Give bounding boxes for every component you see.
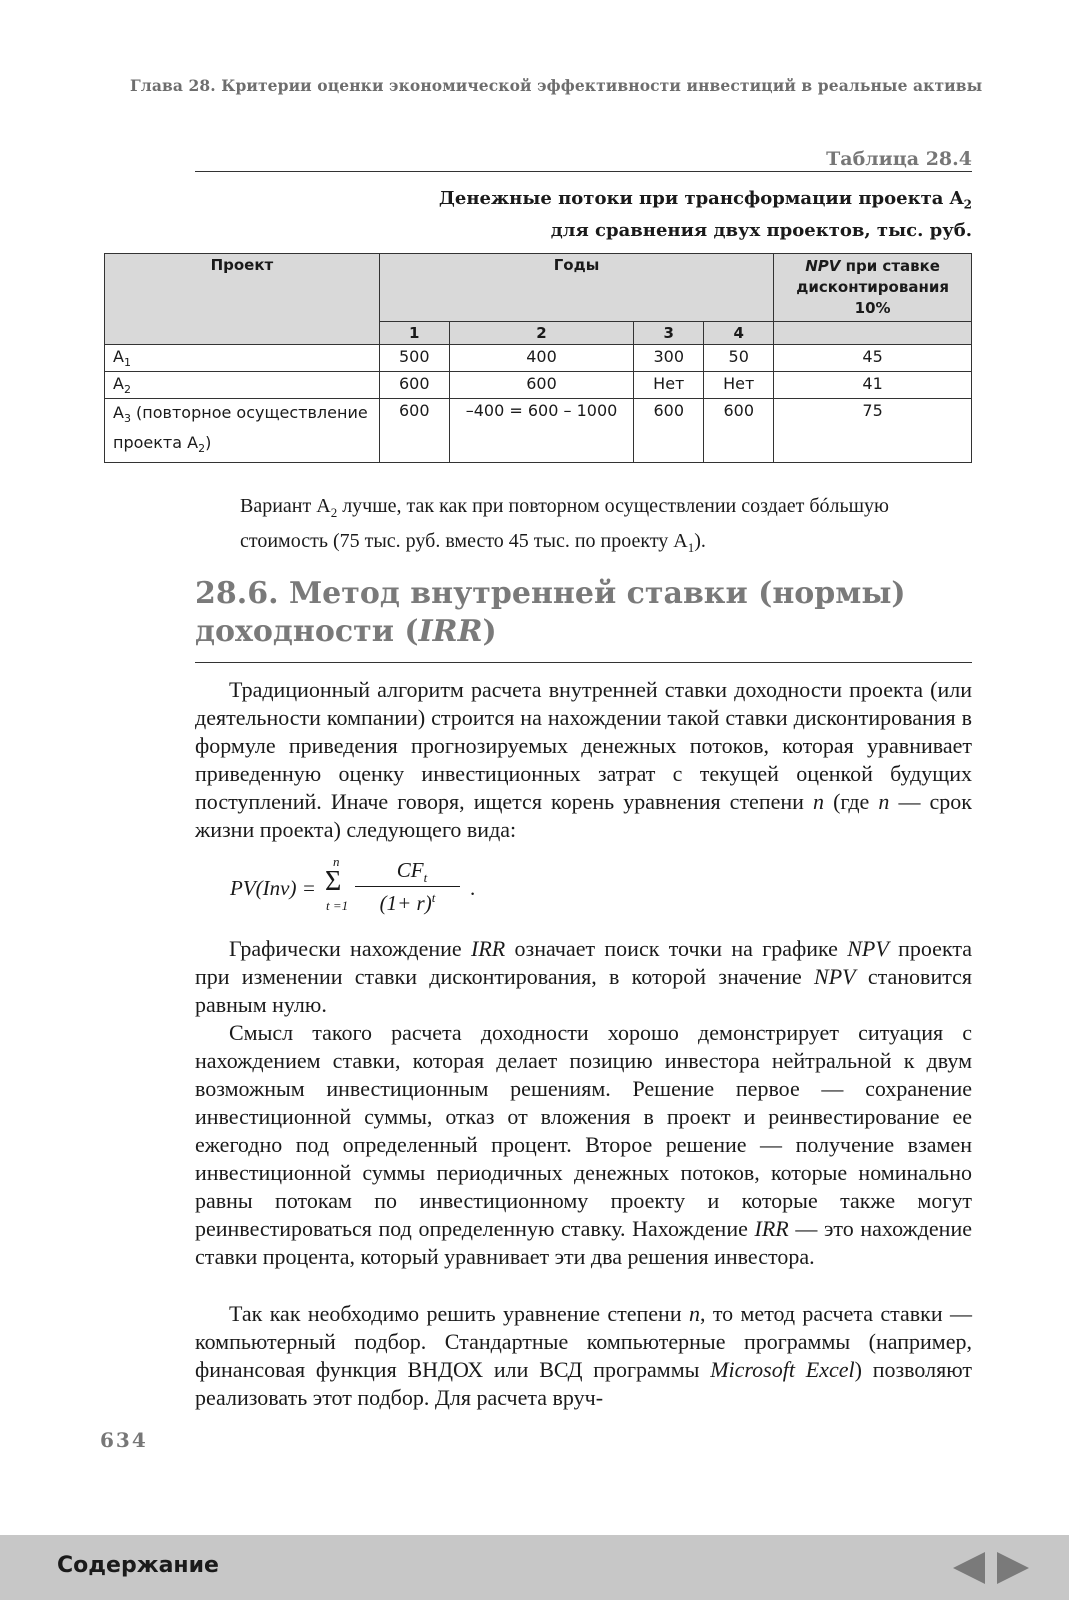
running-head: Глава 28. Критерии оценки экономической эффективности инвестиций в реальные активы <box>130 76 983 95</box>
header-npv-em: NPV <box>805 257 841 275</box>
caption-sub: 2 <box>963 197 972 212</box>
section-rule <box>195 662 972 663</box>
header-years: Годы <box>379 254 773 322</box>
prev-page-arrow-icon[interactable] <box>953 1552 985 1584</box>
header-year-4: 4 <box>704 322 774 345</box>
cash-flow-table <box>104 253 972 463</box>
cell-npv: 45 <box>774 345 972 372</box>
header-year-3: 3 <box>634 322 704 345</box>
paragraph-1: Традиционный алгоритм расчета внутренней ставки доходности проекта (или деятельности компании) строится на нахождении такой ставки дисконтирования в формуле приведения прогнозируемых денежных потоков, которая уравнивает приведенную оценку инвестиционных затрат с текущей оценкой будущих поступлений. Иначе говоря, ищется корень уравнения степени n (где n — срок жизни проекта) следующего вида: <box>195 677 972 842</box>
cell-year-1: 600 <box>379 399 449 462</box>
cell-year-3: 600 <box>634 399 704 462</box>
formula-lhs: PV(Inv) = <box>230 876 316 900</box>
pv-formula <box>230 854 490 920</box>
cell-year-4: 600 <box>704 399 774 462</box>
cell-npv: 75 <box>774 399 972 462</box>
row-project: $A_2$ <box>105 372 380 399</box>
sigma-icon: Σ <box>325 866 342 897</box>
formula-upper-limit: n <box>333 854 340 869</box>
next-page-arrow-icon[interactable] <box>997 1552 1029 1584</box>
cell-year-1: 600 <box>379 372 449 399</box>
section-title: 28.6. Метод внутренней ставки (нормы) доходности (IRR) <box>195 576 906 649</box>
header-npv-blank <box>774 322 972 345</box>
cell-year-3: Нет <box>634 372 704 399</box>
bottom-nav-bar <box>0 1535 1069 1600</box>
cell-npv: 41 <box>774 372 972 399</box>
table-row <box>105 372 972 399</box>
cell-year-2: 400 <box>449 345 634 372</box>
page-number: 634 <box>100 1428 148 1452</box>
cell-year-1: 500 <box>379 345 449 372</box>
toc-link[interactable]: Содержание <box>57 1553 219 1578</box>
table-top-rule <box>195 171 972 172</box>
cell-year-2: –400 = 600 – 1000 <box>449 399 634 462</box>
paragraph-3: Смысл такого расчета доходности хорошо демонстрирует ситуация с нахождением ставки, которая делает позицию инвестора нейтральной к двум возможным инвестиционным решениям. Решение первое — сохранение инвестиционной суммы, отказ от вложения в проект и реинвестирование ее ежегодно под определенный процент. Второе решение — получение взамен инвестиционной суммы периодичных денежных потоков, которые номинально равны потокам по инвестиционному проекту и которые также могут реинвестироваться под определенную ставку. Нахождение IRR — это нахождение ставки процента, который уравнивает эти два решения инвестора. <box>195 1020 972 1269</box>
header-year-2: 2 <box>449 322 634 345</box>
cell-year-3: 300 <box>634 345 704 372</box>
paragraph-2: Графически нахождение IRR означает поиск точки на графике NPV проекта при изменении ставки дисконтирования, в которой значение NPV становится равным нулю. <box>195 936 972 1017</box>
paragraph-4: Так как необходимо решить уравнение степени n, то метод расчета ставки — компьютерный подбор. Стандартные компьютерные программы (например, финансовая функция ВНДОХ или ВСД программы Microsoft Excel) позволяют реализовать этот подбор. Для расчета вруч- <box>195 1301 972 1410</box>
table-label: Таблица 28.4 <box>826 148 972 170</box>
cell-year-2: 600 <box>449 372 634 399</box>
row-project: $A_3$ (повторное осуществление проекта $A_2$) <box>105 399 380 462</box>
fraction-bar <box>355 886 460 887</box>
cell-year-4: Нет <box>704 372 774 399</box>
row-project: $A_1$ <box>105 345 380 372</box>
header-project: Проект <box>105 254 380 345</box>
formula-denominator: $(1+ r)^t$ <box>379 890 436 915</box>
caption-line2: для сравнения двух проектов, тыс. руб. <box>550 219 972 241</box>
caption-line1: Денежные потоки при трансформации проекта A <box>438 188 964 209</box>
cell-year-4: 50 <box>704 345 774 372</box>
formula-numerator: $CF_t$ <box>396 858 428 886</box>
header-npv-rest: при ставке дисконтирования 10% <box>796 257 949 317</box>
formula-end: . <box>470 876 476 900</box>
table-note: Вариант $A_2$ лучше, так как при повторном осуществлении создает бóльшую стоимость (75 тыс. руб. вместо 45 тыс. по проекту $A_1$). <box>240 495 889 555</box>
header-npv <box>774 254 972 322</box>
header-year-1: 1 <box>379 322 449 345</box>
table-row <box>105 345 972 372</box>
formula-lower-limit: t =1 <box>326 898 349 913</box>
table-caption <box>439 186 972 244</box>
table-row <box>105 399 972 462</box>
